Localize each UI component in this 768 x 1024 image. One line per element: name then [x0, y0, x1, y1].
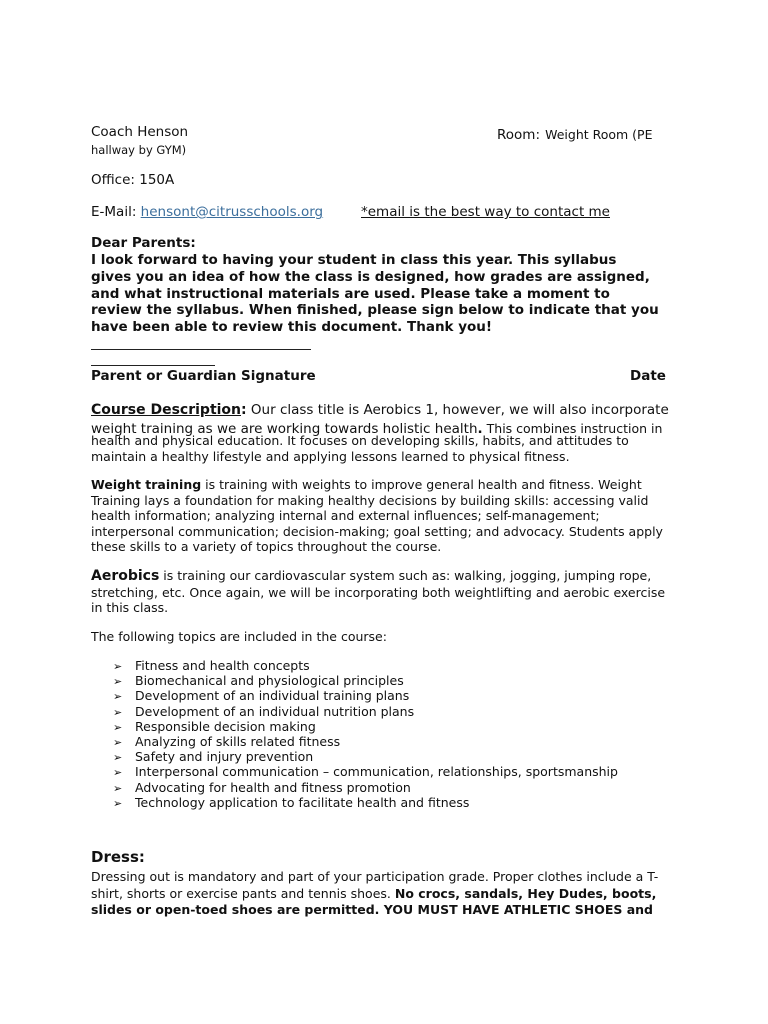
- topic-text: Development of an individual nutrition plans: [135, 703, 415, 719]
- topic-text: Fitness and health concepts: [135, 658, 310, 673]
- email-label: E-Mail:: [91, 204, 141, 220]
- course-description-heading: Course Description: [91, 402, 242, 418]
- arrow-bullet-icon: ➢: [113, 690, 123, 704]
- list-item: [91, 673, 618, 688]
- list-item: [91, 719, 618, 734]
- letter-line: have been able to review this document. Thank you!: [91, 319, 493, 336]
- aerobics-text: is training our cardiovascular system such as: walking, jogging, jumping rope,: [159, 568, 652, 583]
- topic-text: Development of an individual training plans: [135, 688, 410, 704]
- aerobics-text: stretching, etc. Once again, we will be incorporating both weightlifting and aerobic exercise: [91, 584, 666, 600]
- course-text: Our class title is Aerobics 1, however, we will also incorporate: [246, 402, 669, 418]
- teacher-name: Coach Henson: [91, 124, 189, 140]
- arrow-bullet-icon: ➢: [113, 796, 123, 810]
- list-item: [91, 780, 618, 795]
- signature-line-short: [91, 365, 215, 366]
- room-info: [497, 124, 653, 143]
- topic-text: Analyzing of skills related fitness: [135, 733, 341, 749]
- course-text: weight training as we are working towards holistic health: [91, 421, 478, 437]
- letter-line: and what instructional materials are used. Please take a moment to: [91, 285, 610, 302]
- room-value: Weight Room (PE: [545, 127, 653, 142]
- arrow-bullet-icon: ➢: [113, 751, 123, 765]
- email-note: *email is the best way to contact me: [361, 204, 610, 220]
- weight-training-term: Weight training: [91, 477, 202, 492]
- room-value-continued: hallway by GYM): [91, 143, 187, 157]
- dress-text: shirt, shorts or exercise pants and tennis shoes.: [91, 885, 395, 901]
- greeting: Dear Parents:: [91, 235, 196, 251]
- list-item: [91, 764, 618, 779]
- dress-text-bold: slides or open-toed shoes are permitted. YOU MUST HAVE ATHLETIC SHOES and: [91, 902, 653, 917]
- course-description-more: [91, 433, 681, 464]
- letter-body: [91, 252, 681, 336]
- list-item: [91, 658, 618, 673]
- dress-paragraph: [91, 869, 681, 919]
- topic-text: Advocating for health and fitness promotion: [135, 779, 411, 795]
- arrow-bullet-icon: ➢: [113, 735, 123, 749]
- aerobics-text: in this class.: [91, 600, 169, 615]
- arrow-bullet-icon: ➢: [113, 766, 123, 780]
- list-item: [91, 749, 618, 764]
- dress-text-bold: No crocs, sandals, Hey Dudes, boots,: [394, 885, 657, 901]
- weight-text: is training with weights to improve general health and fitness. Weight: [201, 477, 642, 492]
- topics-list: [91, 658, 618, 810]
- topic-text: Interpersonal communication – communication, relationships, sportsmanship: [135, 764, 618, 780]
- weight-text: these skills to a variety of topics throughout the course.: [91, 539, 442, 554]
- weight-training-paragraph: [91, 477, 681, 555]
- course-text: This combines instruction in: [482, 421, 663, 436]
- arrow-bullet-icon: ➢: [113, 660, 123, 673]
- list-item: [91, 704, 618, 719]
- weight-text: interpersonal communication; decision-making; goal setting; and advocacy. Students apply: [91, 523, 663, 539]
- arrow-bullet-icon: ➢: [113, 675, 123, 689]
- dress-text: Dressing out is mandatory and part of your participation grade. Proper clothes include a T-: [91, 869, 659, 884]
- aerobics-term: Aerobics: [91, 568, 160, 584]
- heading-colon: :: [241, 402, 247, 418]
- aerobics-paragraph: [91, 568, 681, 616]
- dress-heading: Dress:: [91, 848, 145, 866]
- signature-line: [91, 349, 311, 350]
- letter-line: gives you an idea of how the class is designed, how grades are assigned,: [91, 268, 650, 285]
- room-label: Room:: [497, 127, 540, 143]
- date-label: Date: [630, 368, 666, 384]
- arrow-bullet-icon: ➢: [113, 705, 123, 719]
- letter-line: review the syllabus. When finished, please sign below to indicate that you: [91, 302, 659, 319]
- weight-text: Training lays a foundation for making healthy decisions by building skills: accessing valid: [91, 492, 649, 508]
- arrow-bullet-icon: ➢: [113, 720, 123, 734]
- topic-text: Biomechanical and physiological principles: [135, 673, 404, 689]
- email-line: [91, 204, 323, 220]
- topics-intro: The following topics are included in the course:: [91, 629, 387, 644]
- letter-line: I look forward to having your student in class this year. This syllabus: [91, 252, 617, 268]
- list-item: [91, 734, 618, 749]
- list-item: [91, 795, 618, 810]
- office-number: Office: 150A: [91, 172, 175, 188]
- email-link[interactable]: hensont@citrusschools.org: [140, 204, 324, 220]
- topic-text: Safety and injury prevention: [135, 749, 314, 765]
- arrow-bullet-icon: ➢: [113, 781, 123, 795]
- topic-text: Responsible decision making: [135, 718, 316, 734]
- course-text: maintain a healthy lifestyle and applying lessons learned to physical fitness.: [91, 448, 570, 464]
- list-item: [91, 688, 618, 703]
- course-text: .: [477, 421, 483, 437]
- topic-text: Technology application to facilitate health and fitness: [135, 794, 470, 810]
- weight-text: health information; analyzing internal and external influences; self-management;: [91, 508, 600, 523]
- course-text: health and physical education. It focuses on developing skills, habits, and attitudes to: [91, 433, 629, 448]
- signature-label: Parent or Guardian Signature: [91, 368, 316, 384]
